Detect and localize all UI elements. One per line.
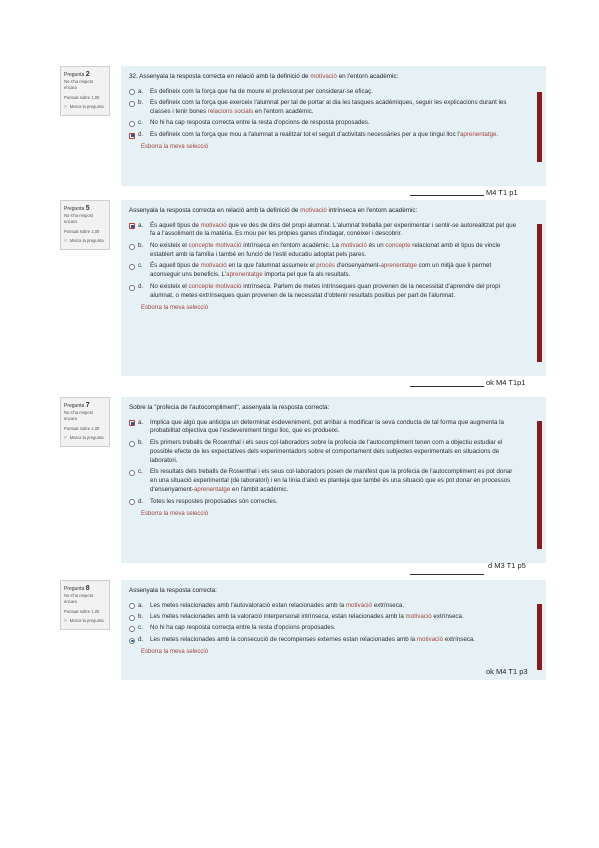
highlighted-term: aprenentatge: [226, 271, 263, 279]
option-text-segment: Es defineix com la força que exerceix l'alumnat per tal de portar al dia les tasques acadèmiques, seguir les explicacions durant les classes i tenir bones: [150, 98, 507, 115]
radio-button[interactable]: [129, 420, 135, 426]
question-score: Puntuat sobre 1,00: [64, 608, 100, 614]
option-text-segment: Els primers treballs de Rosenthal i els seus col·laboradors sobre la profecia de l'autocompliment tenen com a objectiu estudiar el possible efecte de les expectatives dels experimentadors sobre el comportament dels subjectes experimentals en situacions de laboratori.: [150, 438, 503, 464]
highlighted-term: motivació: [416, 635, 444, 643]
highlighted-term: motivació: [345, 601, 372, 609]
option-text-segment: És aquell tipus de: [150, 221, 201, 229]
flag-question-link[interactable]: ⚐ Marca la pregunta: [64, 104, 104, 110]
answer-option[interactable]: [129, 613, 538, 622]
option-letter: a.: [138, 601, 144, 609]
question-info-2: [60, 66, 110, 116]
options-list: [129, 602, 538, 645]
option-text: [150, 131, 520, 140]
option-text-segment: És aquell tipus de: [150, 262, 201, 270]
highlighted-term: motivació: [200, 221, 227, 229]
highlighted-term: procés: [316, 262, 335, 270]
option-text: [150, 242, 520, 260]
question-status: No s'ha respost encara: [64, 410, 93, 422]
option-text-segment: importa pel que fa als resultats.: [262, 271, 351, 279]
question-text: 32. Assenyala la resposta correcta en relació amb la definició de motivació en l'entorn acadèmic:: [129, 73, 399, 80]
options-list: [129, 222, 538, 301]
option-text-segment: extrínseca.: [443, 635, 476, 643]
radio-button[interactable]: [129, 626, 135, 632]
flag-icon: ⚐: [64, 435, 68, 441]
answer-option[interactable]: [129, 283, 538, 301]
option-text-segment: Les metes relacionades amb l'autovaloració estan relacionades amb la: [150, 601, 346, 609]
question-info-5: [60, 200, 110, 250]
answer-option[interactable]: [129, 131, 538, 140]
option-text: [150, 636, 520, 645]
question-info-8: [60, 580, 110, 630]
radio-button[interactable]: [129, 264, 135, 270]
options-list: [129, 88, 538, 140]
answer-option[interactable]: [129, 636, 538, 645]
radio-button[interactable]: [129, 638, 135, 644]
answer-option[interactable]: [129, 439, 538, 466]
answer-option[interactable]: [129, 498, 538, 507]
flag-question-link[interactable]: ⚐ Marca la pregunta: [64, 238, 104, 244]
question-panel-2: [121, 66, 546, 186]
option-text: [150, 498, 520, 507]
option-text-segment: com un mitjà que li permet aconseguir uns beneficis. L': [150, 262, 492, 279]
option-text-segment: d'ensenyament-: [334, 262, 381, 270]
answer-option[interactable]: [129, 119, 538, 128]
flag-icon: ⚐: [64, 104, 68, 110]
option-text-segment: Les metes relacionades amb la consecució de recompenses externes estan relacionades amb la: [150, 635, 417, 643]
option-text-segment: Les metes relacionades amb la valoració interpersonal intrínseca, estan relacionades amb la: [150, 612, 406, 620]
radio-button[interactable]: [129, 133, 135, 139]
answer-option[interactable]: [129, 222, 538, 240]
radio-button[interactable]: [129, 615, 135, 621]
option-letter: b.: [138, 438, 144, 446]
radio-button[interactable]: [129, 101, 135, 107]
highlighted-term: aprenentatge: [380, 262, 417, 270]
question-score: Puntuat sobre 1,00: [64, 228, 100, 234]
option-text-segment: No hi ha cap resposta correcta entre la resta d'opcions de resposta proposades.: [150, 119, 370, 127]
radio-button[interactable]: [129, 89, 135, 95]
option-text-segment: relacionat amb el tipus de vincle establert amb la família i també en funció de l'estil educatiu adoptat pels pares.: [150, 241, 501, 258]
answer-option[interactable]: [129, 262, 538, 280]
option-letter: d.: [138, 282, 144, 290]
option-text: [150, 613, 520, 622]
question-text: Sobre la "profecia de l'autocompliment", assenyala la resposta correcta:: [129, 404, 330, 411]
option-text: [150, 624, 520, 633]
question-score: Puntuat sobre 1,00: [64, 425, 100, 431]
option-text: [150, 99, 520, 117]
option-text-segment: en l'entorn acadèmic.: [253, 107, 314, 115]
option-text-segment: .: [496, 130, 499, 138]
option-text-segment: Totes les respostes proposades són correctes.: [150, 497, 278, 505]
option-text-segment: Els resultats dels treballs de Rosenthal i els seus col·laboradors posen de manifest que la profecia de l'autocompliment es pot donar en una situació experimental (de laboratori) i en la línia d'això es planteja que també és una situació que es pot donar en processos d'ensenyament-: [150, 468, 513, 494]
option-text-segment: en la que l'alumnat assumeix el: [226, 262, 317, 270]
radio-button[interactable]: [129, 499, 135, 505]
option-letter: c.: [138, 262, 143, 270]
option-letter: d.: [138, 130, 144, 138]
flag-icon: ⚐: [64, 238, 68, 244]
highlighted-term: relacions socials: [207, 107, 254, 115]
radio-button[interactable]: [129, 441, 135, 447]
option-text: [150, 468, 520, 495]
question-status: No s'ha respost encara: [64, 213, 93, 225]
annotation-note: ok M4 T1 p3: [486, 667, 528, 676]
annotation-underline: [410, 195, 484, 196]
option-text-segment: és un: [366, 241, 386, 249]
question-info-7: [60, 397, 110, 447]
clear-selection-link[interactable]: Esborra la meva selecció: [141, 304, 209, 311]
annotation-underline: [410, 386, 484, 387]
option-text-segment: extrínseca.: [431, 612, 464, 620]
highlighted-term: concepte: [385, 241, 411, 249]
option-text: [150, 222, 520, 240]
option-letter: b.: [138, 98, 144, 106]
highlighted-term: concepte motivació: [188, 241, 242, 249]
option-letter: d.: [138, 635, 144, 643]
option-letter: c.: [138, 468, 143, 476]
annotation-note: ok M4 T1p1: [486, 378, 526, 387]
options-list: [129, 419, 538, 507]
highlight-bar: [537, 92, 542, 162]
annotation-underline: [410, 574, 484, 575]
answer-option[interactable]: [129, 624, 538, 633]
radio-button[interactable]: [129, 603, 135, 609]
question-text: Assenyala la resposta correcta:: [129, 587, 217, 594]
answer-option[interactable]: [129, 88, 538, 97]
radio-button[interactable]: [129, 244, 135, 250]
highlight-bar: [537, 421, 542, 549]
answer-option[interactable]: [129, 99, 538, 117]
radio-button[interactable]: [129, 223, 135, 229]
option-text-segment: Es defineix com la força que mou a l'alumnat a realitzar tot el seguit d'activitats necessàries per a que tingui lloc l': [150, 130, 460, 138]
option-letter: a.: [138, 418, 144, 426]
option-text: [150, 88, 520, 97]
option-letter: c.: [138, 624, 143, 632]
highlight-bar: [537, 224, 542, 362]
clear-selection-link[interactable]: Esborra la meva selecció: [141, 143, 209, 150]
radio-button[interactable]: [129, 121, 135, 127]
flag-question-link[interactable]: ⚐ Marca la pregunta: [64, 618, 104, 624]
flag-question-link[interactable]: ⚐ Marca la pregunta: [64, 435, 104, 441]
option-text: [150, 283, 520, 301]
question-number-label: Pregunta 2: [64, 71, 90, 78]
option-text-segment: No hi ha cap resposta correcta entre la resta d'opcions proposades.: [150, 624, 336, 632]
highlighted-term: concepte motivació: [188, 282, 242, 290]
option-text-segment: que ve des de dins del propi alumnat. L'alumnat treballa per experimentar i sentir-se autorealitzat pel que fa a l'assoliment de la matèria. Es mou per les pròpies ganes d'indagar, conèixer i descobrir.: [150, 221, 517, 238]
annotation-note: M4 T1 p1: [486, 188, 518, 197]
option-text: [150, 439, 520, 466]
option-text-segment: No existeix el: [150, 282, 189, 290]
question-panel-5: [121, 200, 546, 376]
question-number-label: Pregunta 5: [64, 205, 90, 212]
answer-option[interactable]: [129, 468, 538, 495]
question-panel-7: [121, 397, 546, 563]
question-status: No s'ha respost encara: [64, 593, 93, 605]
flag-icon: ⚐: [64, 618, 68, 624]
option-text-segment: extrínseca.: [372, 601, 404, 609]
question-number-label: Pregunta 7: [64, 402, 90, 409]
highlighted-term: motivació: [340, 241, 367, 249]
annotation-note: d M3 T1 p5: [488, 561, 526, 570]
highlighted-term: motivació: [200, 262, 227, 270]
question-number-label: Pregunta 8: [64, 585, 90, 592]
option-letter: b.: [138, 612, 144, 620]
question-panel-8: [121, 580, 546, 680]
option-letter: a.: [138, 221, 144, 229]
highlighted-term: aprenentatge: [459, 130, 497, 138]
clear-selection-link[interactable]: Esborra la meva selecció: [141, 510, 209, 517]
answer-option[interactable]: [129, 602, 538, 611]
option-text-segment: Implica que algú que anticipa un determinat esdeveniment, pot arribar a modificar la seva conducta de tal forma que augmenta la probabilitat objectiva que l'esdeveniment tingui lloc, que es produeixi.: [150, 418, 504, 435]
clear-selection-link[interactable]: Esborra la meva selecció: [141, 648, 209, 655]
question-score: Puntuat sobre 1,00: [64, 94, 100, 100]
option-text-segment: Es defineix com la força que ha de moure el professorat per considerar-se eficaç.: [150, 87, 373, 95]
highlight-bar: [537, 604, 542, 670]
option-letter: a.: [138, 87, 144, 95]
answer-option[interactable]: [129, 242, 538, 260]
question-status: No s'ha respost encara: [64, 79, 93, 91]
radio-button[interactable]: [129, 285, 135, 291]
option-text: [150, 419, 520, 437]
option-text: [150, 119, 520, 128]
option-text: [150, 602, 520, 611]
option-text-segment: No existeix el: [150, 241, 189, 249]
question-text: Assenyala la resposta correcta en relació amb la definició de motivació intrínseca en l'entorn acadèmic:: [129, 207, 418, 214]
option-text-segment: intrínseca. Parlem de metes intrínseques quan provenen de la necessitat d'aprendre del propi alumnat, o metes extrínseques quan provenen de la necessitat d'obtenir resultats positius per part de l'alumnat.: [150, 282, 500, 299]
option-text-segment: intrínseca en l'entorn acadèmic. La: [241, 241, 341, 249]
option-text: [150, 262, 520, 280]
answer-option[interactable]: [129, 419, 538, 437]
option-letter: b.: [138, 241, 144, 249]
highlighted-term: motivació: [405, 612, 432, 620]
option-text-segment: en l'àmbit acadèmic.: [230, 486, 289, 494]
option-letter: d.: [138, 497, 144, 505]
highlighted-term: aprenentatge: [193, 486, 231, 494]
radio-button[interactable]: [129, 470, 135, 476]
option-letter: c.: [138, 119, 143, 127]
